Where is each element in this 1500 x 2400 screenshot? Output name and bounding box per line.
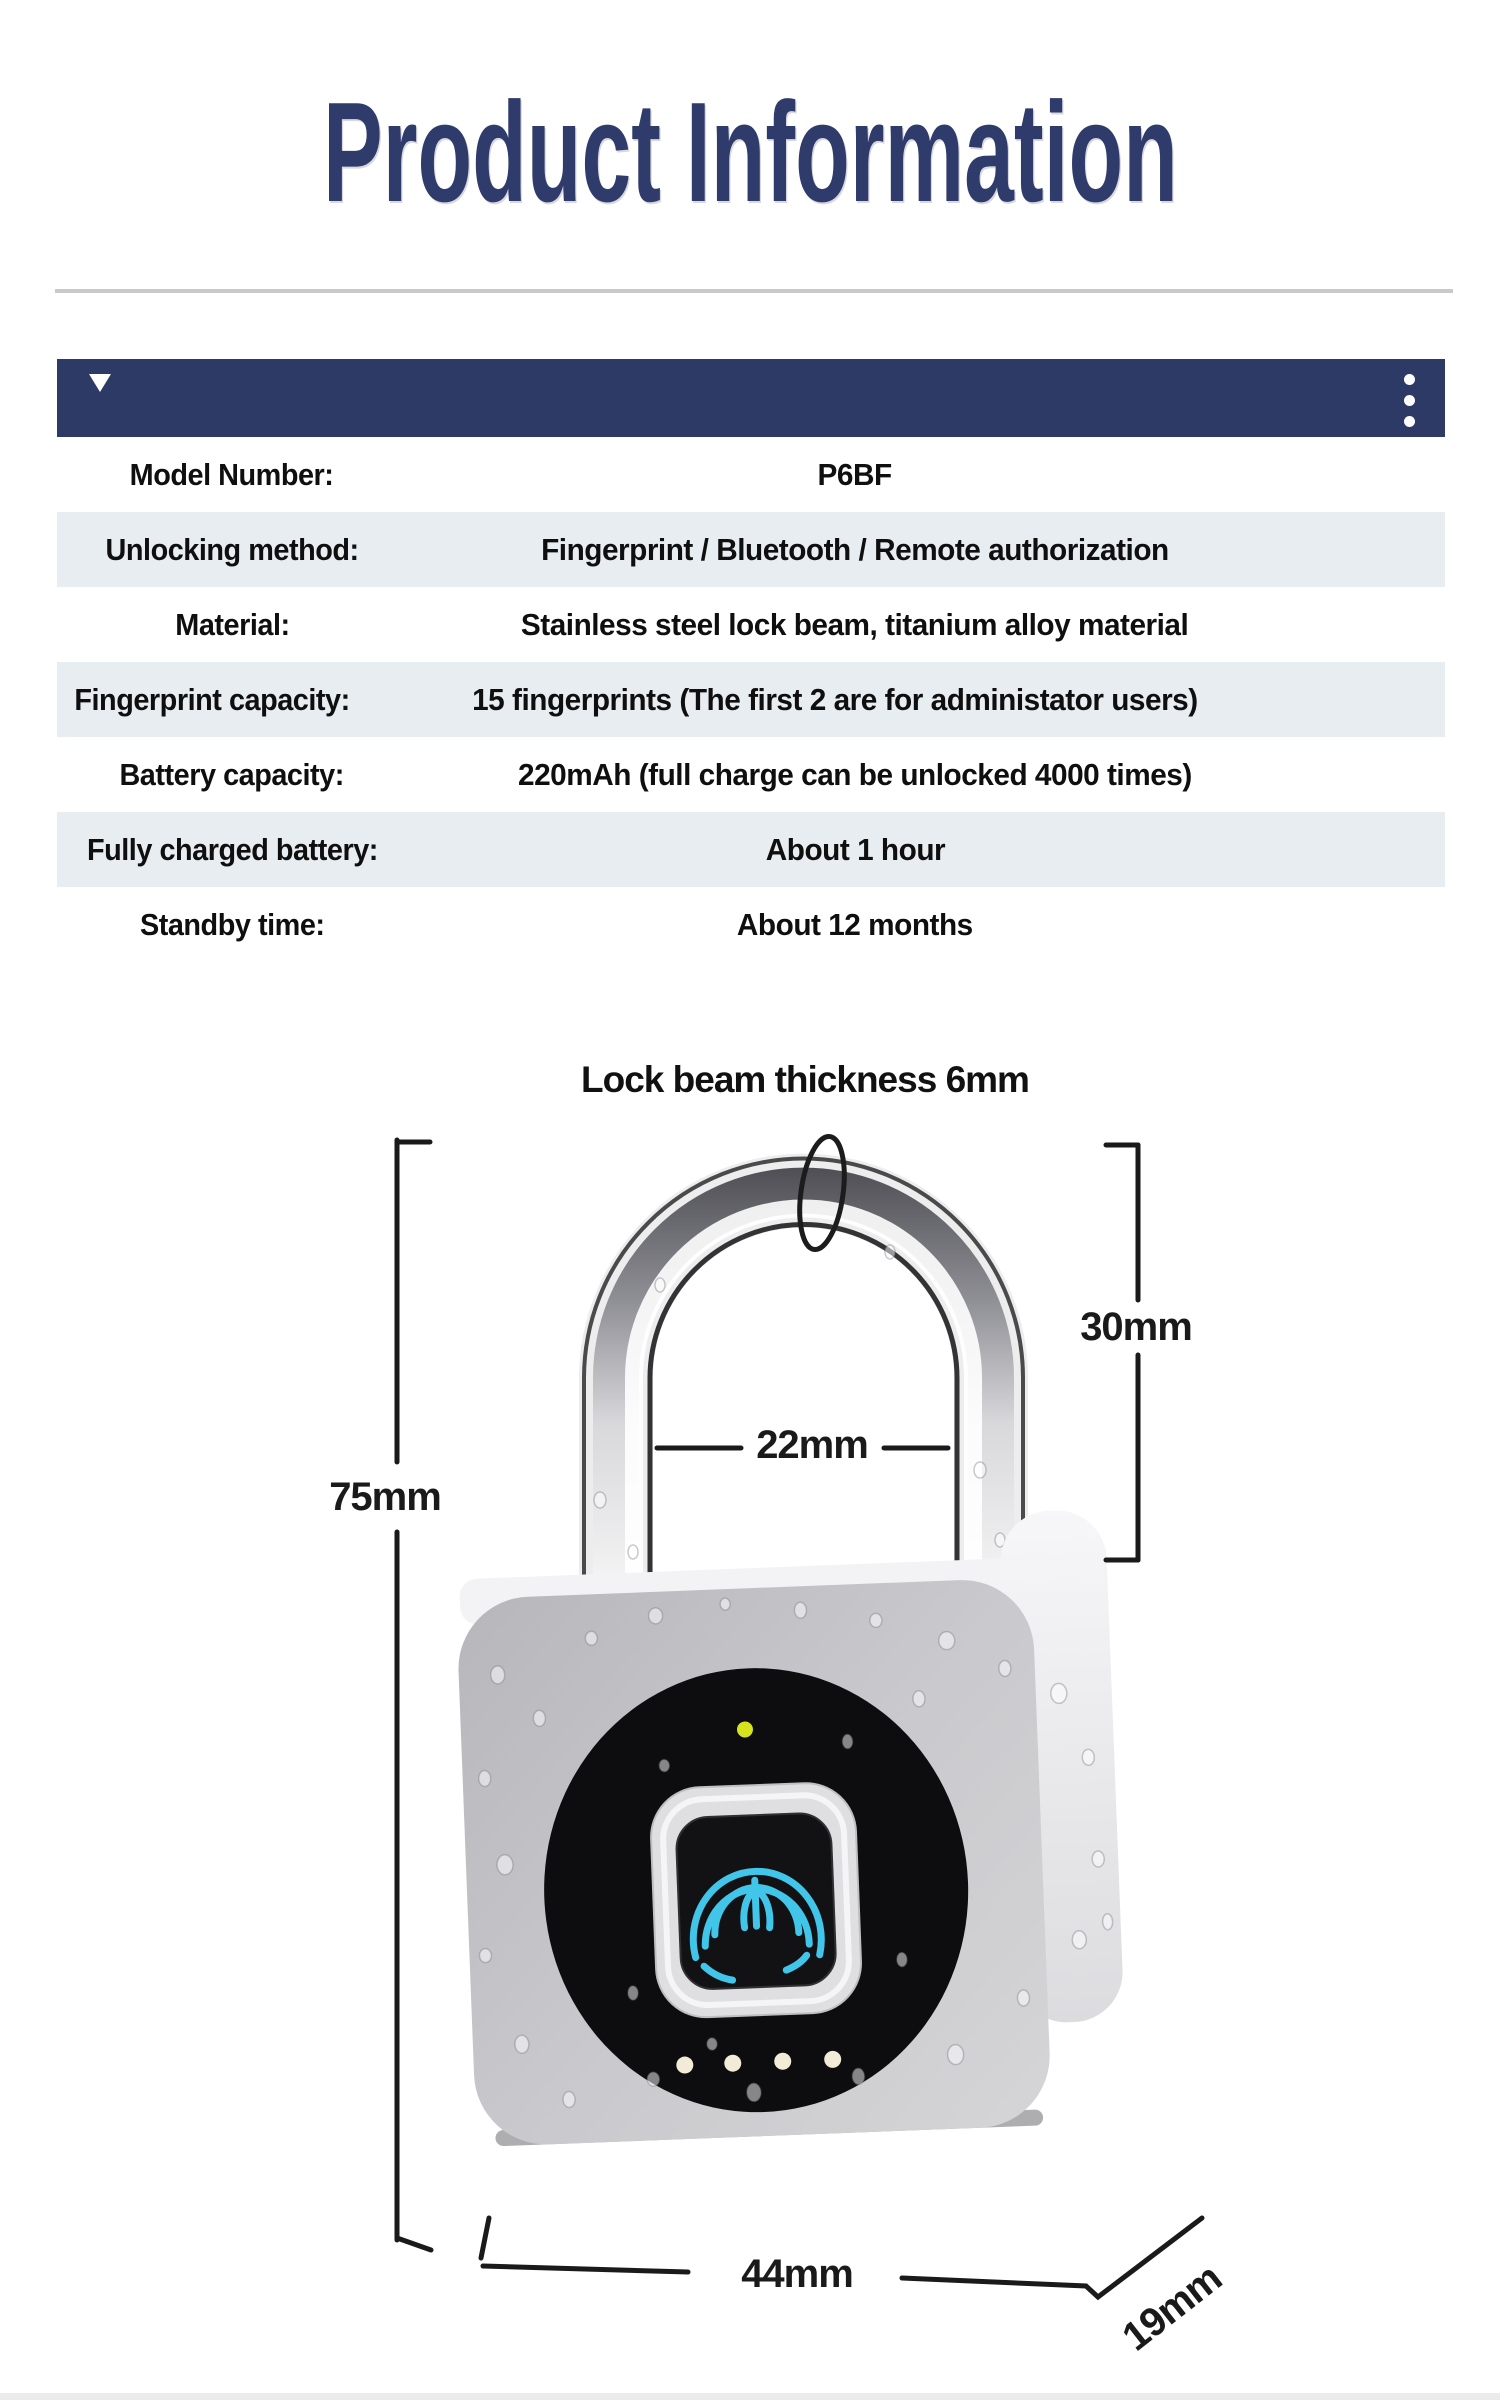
table-row: [57, 587, 1445, 662]
svg-text:75mm: 75mm: [329, 1475, 441, 1519]
dim-30mm: [1080, 1145, 1192, 1560]
svg-text:19mm: 19mm: [1114, 2256, 1230, 2360]
row-label: Model Number:: [130, 456, 334, 492]
page-title-wrap: [0, 73, 1500, 232]
row-value: 220mAh (full charge can be unlocked 4000 times): [518, 756, 1192, 792]
lock-body: [453, 1509, 1128, 2148]
row-label: Standby time:: [139, 906, 325, 942]
table-row: [57, 662, 1445, 737]
row-label: Material:: [174, 606, 290, 642]
divider: [55, 289, 1453, 293]
dim-44mm: [481, 2218, 1202, 2297]
table-row: [57, 887, 1445, 962]
dropdown-triangle-icon[interactable]: [89, 374, 111, 392]
svg-text:22mm: 22mm: [756, 1423, 868, 1467]
svg-text:30mm: 30mm: [1080, 1305, 1192, 1349]
table-row: [57, 812, 1445, 887]
row-label: Battery capacity:: [119, 756, 345, 792]
kebab-menu-icon[interactable]: [1404, 374, 1415, 427]
dim-75mm: [329, 1140, 441, 2250]
row-value: Stainless steel lock beam, titanium alloy material: [521, 606, 1189, 642]
table-row: [57, 737, 1445, 812]
bottom-strip: [0, 2393, 1500, 2400]
row-label: Fully charged battery:: [86, 831, 378, 867]
spec-table: [57, 437, 1445, 962]
table-row: [57, 437, 1445, 512]
row-value: About 12 months: [737, 906, 973, 942]
row-label: Fingerprint capacity:: [74, 681, 350, 717]
figure-caption: Lock beam thickness 6mm: [581, 1059, 1029, 1100]
row-value: About 1 hour: [765, 831, 945, 867]
row-value: Fingerprint / Bluetooth / Remote authorization: [541, 531, 1169, 567]
page-title: Product Information: [322, 73, 1178, 232]
svg-text:44mm: 44mm: [741, 2252, 853, 2296]
row-value: 15 fingerprints (The first 2 are for administator users): [472, 681, 1198, 717]
fingerprint-sensor[interactable]: [649, 1781, 863, 2019]
dim-22mm: [657, 1423, 948, 1467]
table-row: [57, 512, 1445, 587]
padlock-figure: [0, 1040, 1500, 2400]
row-label: Unlocking method:: [105, 531, 359, 567]
table-header-bar: [57, 359, 1445, 437]
row-value: P6BF: [817, 456, 893, 492]
